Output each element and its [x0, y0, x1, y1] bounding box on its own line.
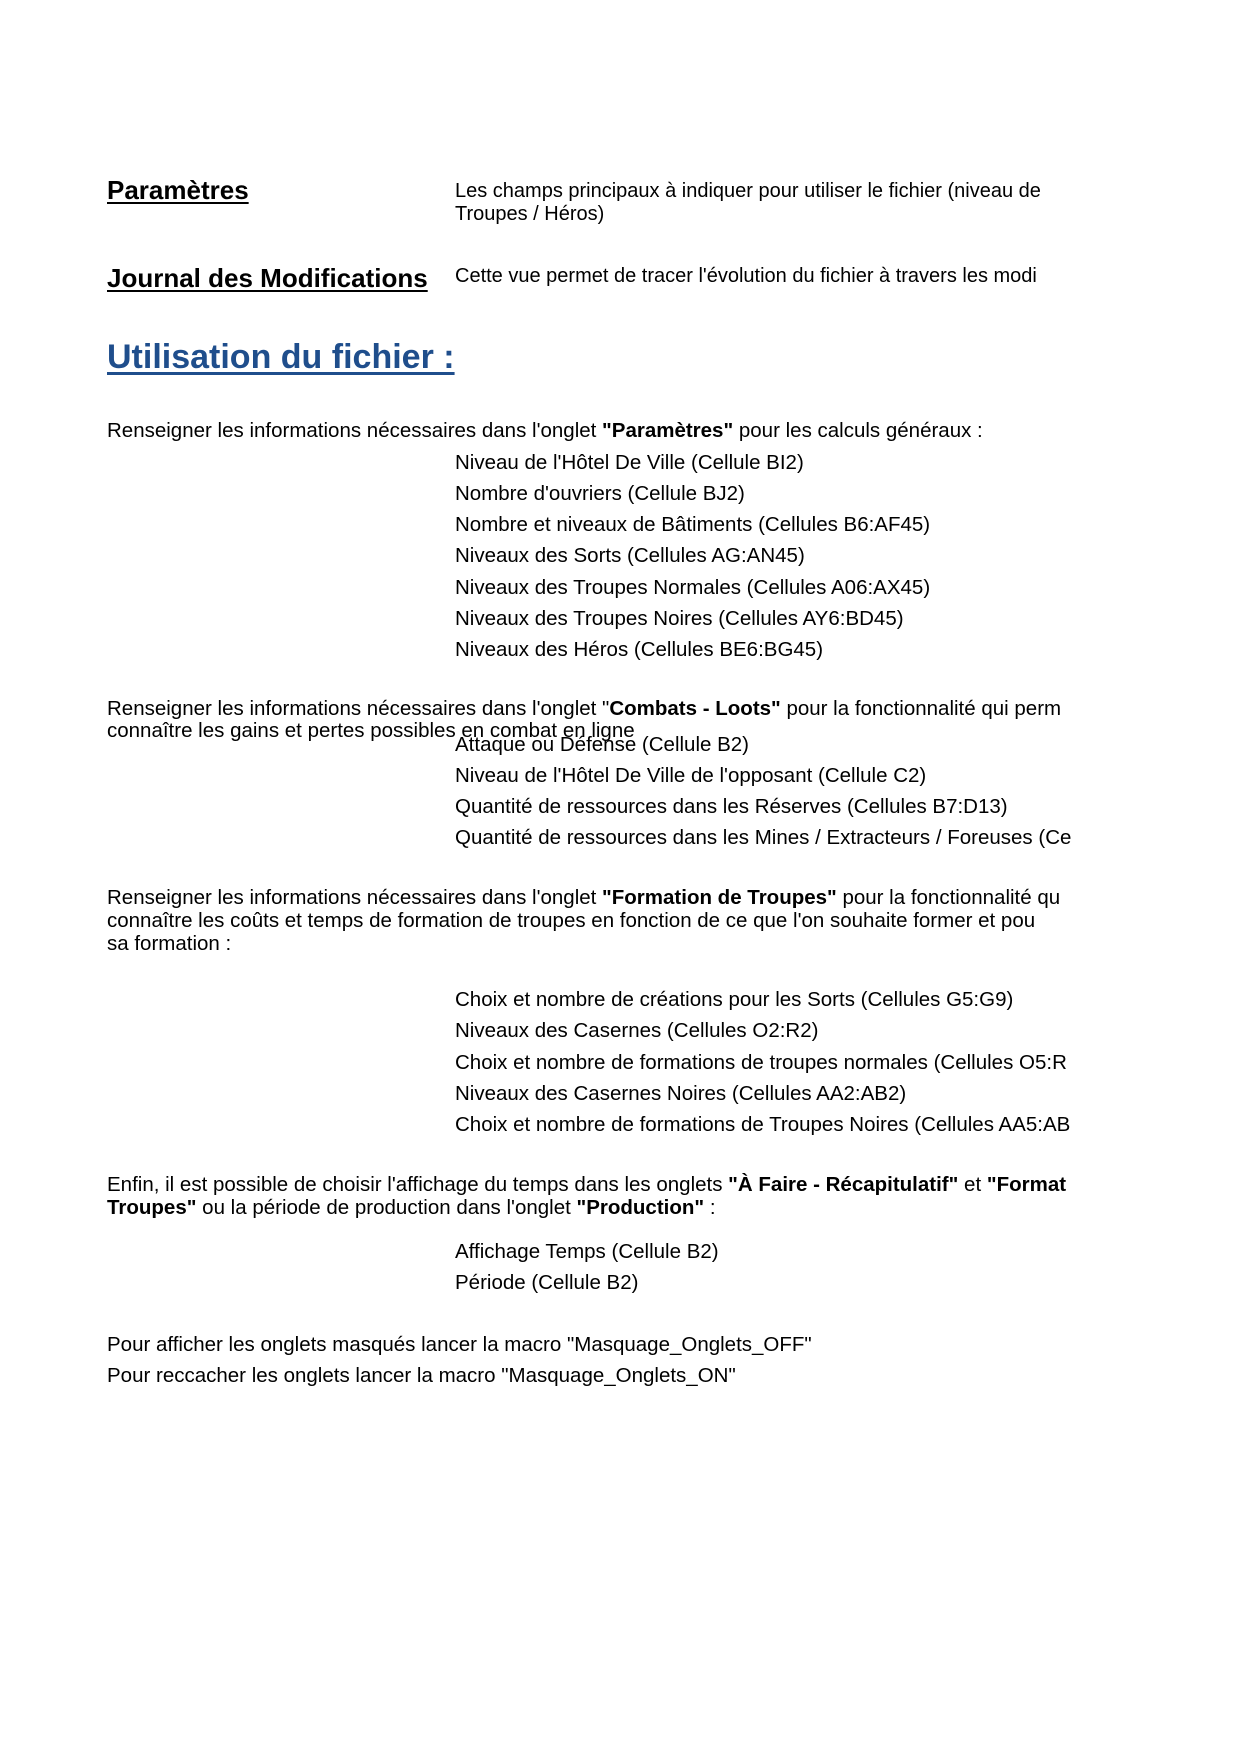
group-intro-formation-line2: connaître les coûts et temps de formation de troupes en fonction de ce que l'on souhaite former et pou: [107, 909, 1036, 932]
intro-tab-name: Combats - Loots": [609, 697, 781, 720]
intro-tab-name: "Production": [576, 1196, 705, 1219]
section-heading-parametres: Paramètres: [107, 175, 249, 205]
intro-text: Renseigner les informations nécessaires dans l'onglet: [107, 886, 603, 909]
intro-tab-name: "Paramètres": [602, 419, 734, 442]
intro-text: pour la fonctionnalité qu: [836, 886, 1061, 909]
main-title: Utilisation du fichier :: [107, 338, 455, 376]
intro-tab-name: "Format: [986, 1173, 1067, 1196]
list-item: Quantité de ressources dans les Réserves (Cellules B7:D13): [455, 795, 1008, 818]
list-item: Niveaux des Héros (Cellules BE6:BG45): [455, 638, 824, 661]
list-item: Choix et nombre de formations de troupes normales (Cellules O5:R: [455, 1051, 1067, 1074]
list-item: Quantité de ressources dans les Mines / Extracteurs / Foreuses (Ce: [455, 826, 1072, 849]
intro-text: :: [704, 1196, 716, 1219]
list-item: Choix et nombre de créations pour les Sorts (Cellules G5:G9): [455, 988, 1014, 1011]
list-item: Niveaux des Casernes Noires (Cellules AA2:AB2): [455, 1082, 907, 1105]
list-item: Niveaux des Sorts (Cellules AG:AN45): [455, 544, 805, 567]
group-intro-enfin: [107, 1173, 1066, 1196]
group-intro-parametres: [107, 419, 983, 442]
list-item: Niveaux des Troupes Normales (Cellules A06:AX45): [455, 576, 931, 599]
list-item: Nombre d'ouvriers (Cellule BJ2): [455, 482, 745, 505]
intro-text: Enfin, il est possible de choisir l'affichage du temps dans les onglets: [107, 1173, 729, 1196]
intro-text: Renseigner les informations nécessaires dans l'onglet ": [107, 697, 610, 720]
list-item: Niveau de l'Hôtel De Ville de l'opposant (Cellule C2): [455, 764, 927, 787]
section-desc-journal: Cette vue permet de tracer l'évolution du fichier à travers les modi: [455, 265, 1037, 287]
group-intro-enfin-line2: [107, 1196, 716, 1219]
list-item: Nombre et niveaux de Bâtiments (Cellules B6:AF45): [455, 513, 931, 536]
intro-tab-name: "À Faire - Récapitulatif": [728, 1173, 959, 1196]
list-item: Attaque ou Défense (Cellule B2): [455, 733, 750, 756]
list-item: Niveaux des Troupes Noires (Cellules AY6:BD45): [455, 607, 904, 630]
list-item: Choix et nombre de formations de Troupes Noires (Cellules AA5:AB: [455, 1113, 1071, 1136]
group-intro-formation-line3: sa formation :: [107, 932, 232, 955]
group-intro-combats: [107, 697, 1061, 720]
group-intro-combats-line2: [107, 719, 635, 742]
list-item: Niveau de l'Hôtel De Ville (Cellule BI2): [455, 451, 804, 474]
section-desc-parametres-line1: Les champs principaux à indiquer pour utiliser le fichier (niveau de: [455, 180, 1041, 202]
intro-tab-name: Troupes": [107, 1196, 197, 1219]
intro-text: et: [958, 1173, 987, 1196]
intro-text: Renseigner les informations nécessaires dans l'onglet: [107, 419, 603, 442]
list-item: Période (Cellule B2): [455, 1271, 639, 1294]
intro-tab-name: "Formation de Troupes": [602, 886, 837, 909]
intro-text: ou la période de production dans l'onglet: [196, 1196, 577, 1219]
intro-text: pour la fonctionnalité qui perm: [780, 697, 1062, 720]
section-desc-parametres-line2: Troupes / Héros): [455, 203, 605, 225]
macro-instruction-off: Pour afficher les onglets masqués lancer la macro "Masquage_Onglets_OFF": [107, 1333, 812, 1356]
macro-instruction-on: Pour reccacher les onglets lancer la macro "Masquage_Onglets_ON": [107, 1364, 736, 1387]
intro-text: connaître les gains et pertes possibles en combat en ligne: [107, 719, 635, 742]
group-intro-formation: [107, 886, 1060, 909]
intro-text: pour les calculs généraux :: [733, 419, 983, 442]
section-heading-journal: Journal des Modifications: [107, 263, 428, 293]
list-item: Affichage Temps (Cellule B2): [455, 1240, 719, 1263]
list-item: Niveaux des Casernes (Cellules O2:R2): [455, 1019, 819, 1042]
